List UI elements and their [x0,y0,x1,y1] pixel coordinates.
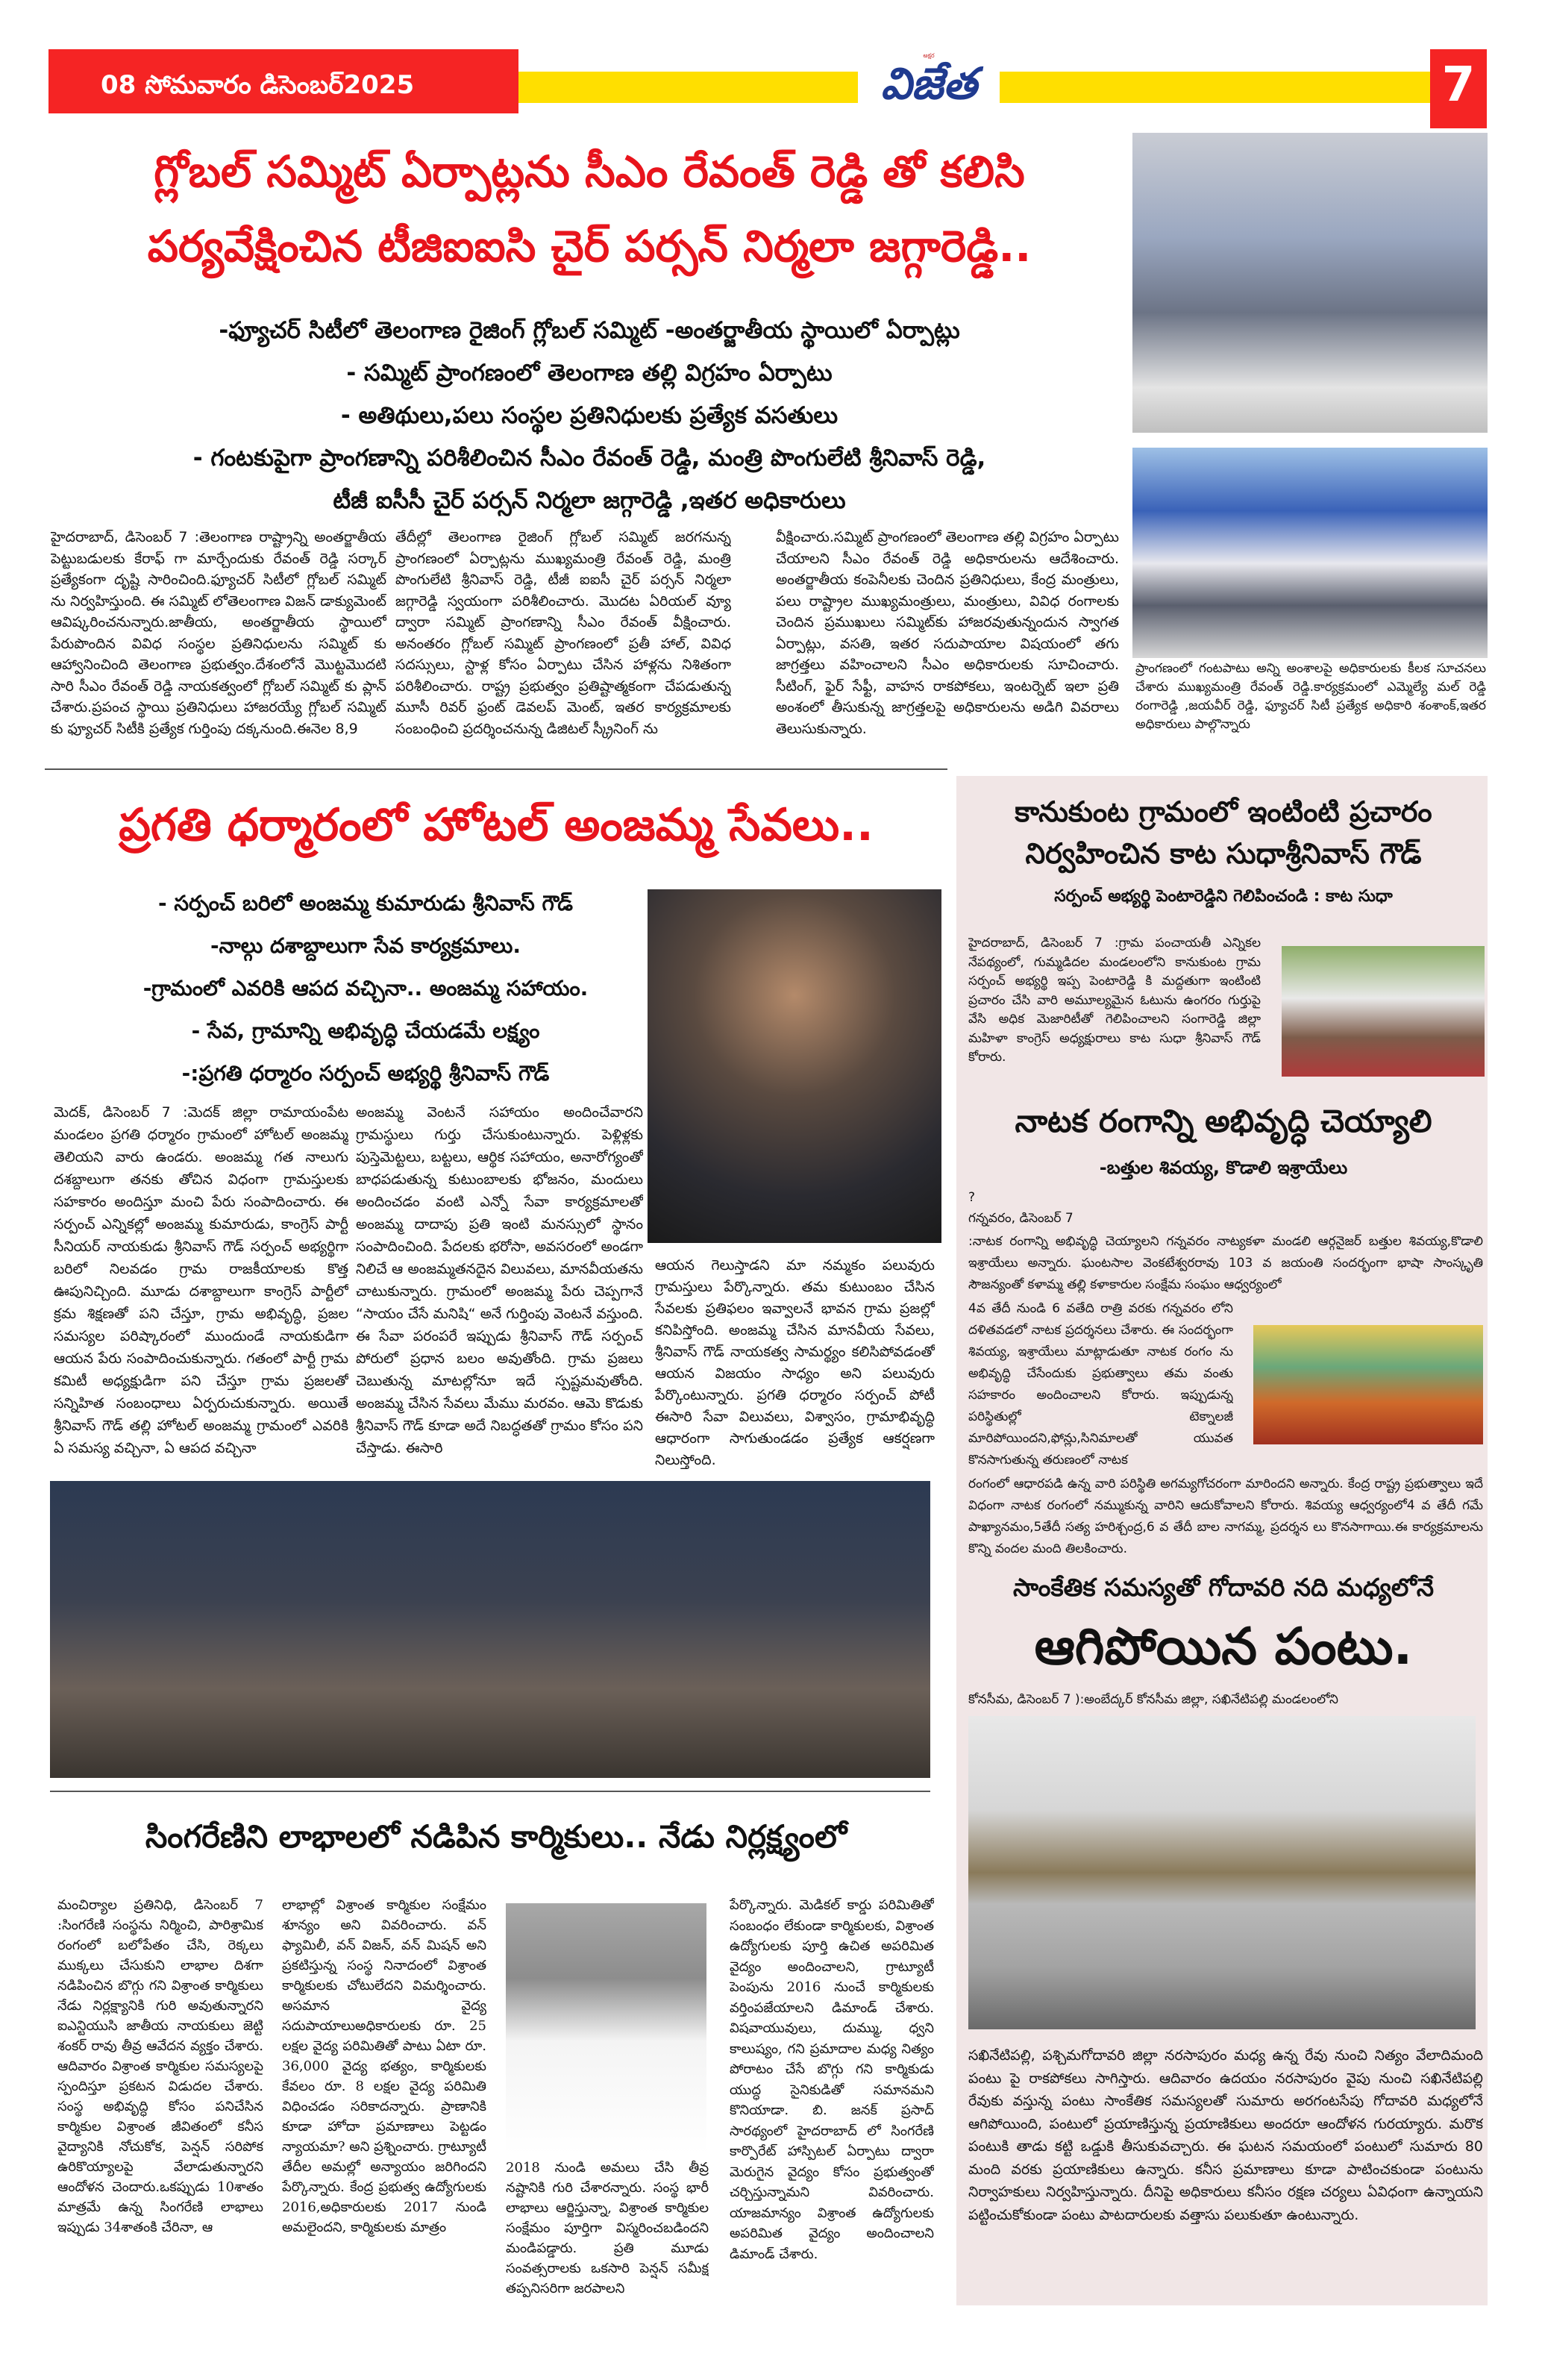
campaign-photo [648,889,941,1243]
bullet-item: - సేవ, గ్రామాన్ని అభివృద్ధి చేయడమే లక్ష్యం [191,1018,540,1043]
article2-body-col1: మెదక్, డిసెంబర్ 7 :మెదక్ జిల్లా రామాయంపేట మండలం ప్రగతి ధర్మారం గ్రామంలో హోటల్ అంజమ్మ తెలియని వారు ఉండరు. అంజమ్మ గత నాలుగు దశబ్దాలుగా తనకు తోచిన విధంగా గ్రామస్తులకు సహకారం అందిస్తూ మంచి పేరు సంపాదించారు. ఈ సర్పంచ్ ఎన్నికల్లో అంజమ్మ కుమారుడు, కాంగ్రెస్ పార్టీ సీనియర్ నాయకుడు శ్రీనివాస్ గౌడ్ సర్పంచ్ అభ్యర్థిగా బరిలో నిలవడం గ్రామ రాజకీయాలకు కొత్త ఊపునిచ్చింది. మూడు దశాబ్దాలుగా కాంగ్రెస్ పార్టీలో క్రమ శిక్షణతో పని చేస్తూ, గ్రామ అభివృద్ధి, ప్రజల సమస్యల పరిష్కారంలో ముందుండే నాయకుడిగా ఆయన పేరు సంపాదించుకున్నారు. గతంలో పార్టీ గ్రామ కమిటీ అధ్యక్షుడిగా పని చేస్తూ గ్రామ ప్రజలతో సన్నిహిత సంబంధాలు ఏర్పరుచుకున్నారు. అయితే శ్రీనివాస్ గౌడ్ తల్లి హోటల్ అంజమ్మ గ్రామంలో ఎవరికి ఏ సమస్య వచ్చినా, ఏ ఆపద వచ్చినా [54,1104,348,1456]
summit-venue-photo [1132,448,1488,658]
logo-tagline: అక్షర [923,52,935,59]
article1-photo-caption: ప్రాంగణంలో గంటపాటు అన్ని అంశాలపై అధికారులకు కీలక సూచనలు చేశారు ముఖ్యమంత్రి రేవంత్ రెడ్డి.కార్యక్రమంలో ఎమ్మెల్యే మల్ రెడ్డి రంగారెడ్డి ,జయవీర్ రెడ్డి, ఫ్యూచర్ సిటీ ప్రత్యేక అధికారి శంశాంక్,ఇతర అధికారులు పాల్గొన్నారు [1135,661,1486,732]
article6-headline-small: సాంకేతిక సమస్యతో గోదావరి నది మధ్యలోనే [1012,1573,1435,1602]
village-group-photo [50,1481,930,1778]
article1-body-col2: తేదీల్లో తెలంగాణ రైజింగ్ గ్లోబల్ సమ్మిట్ జరగనున్న ప్రాంగణంలో ఏర్పాట్లను ముఖ్యమంత్రి రేవంత్ రెడ్డి, మంత్రి పొంగులేటి శ్రీనివాస్ రెడ్డి, టీజీ ఐఐసీ చైర్ పర్సన్ నిర్మలా జగ్గారెడ్డి స్వయంగా పరిశీలించారు. మొదట ఏరియల్ వ్యూ ద్వారా సమ్మిట్ ప్రాంగణాన్ని సీఎం రేవంత్ వీక్షించారు. అనంతరం గ్లోబల్ సమ్మిట్ ప్రాంగణంలో ప్రతీ హాల్, వివిధ సదస్సులు, స్టాళ్ల కోసం ఏర్పాటు చేసిన హాళ్లను నిశితంగా పరిశీలించారు. రాష్ట్ర ప్రభుత్వం ప్రతిష్టాత్మకంగా చేపడుతున్న మూసీ రివర్ ఫ్రంట్ డెవలప్ మెంట్, ఇతర కార్యక్రమాలకు సంబంధించి ప్రదర్శించనున్న డిజిటల్ స్క్రీనింగ్ ను [395,529,731,737]
bullet-item: - సమ్మిట్ ప్రాంగణంలో తెలంగాణ తల్లి విగ్రహం ఏర్పాటు [346,360,833,386]
article4-headline [962,791,1485,874]
masthead-band-right [1000,72,1430,103]
union-leader-portrait [506,1903,706,2154]
article6-body: సఖినేటిపల్లి, పశ్చిమగోదావరి జిల్లా నరసాపురం మధ్య ఉన్న రేవు నుంచి నిత్యం వేలాదిమంది పంటు పై రాకపోకలు సాగిస్తారు. ఆదివారం ఉదయం నరసాపురం వైపు నుంచి సఖినేటిపల్లి రేవుకు వస్తున్న పంటు సాంకేతిక సమస్యలతో సుమారు అరగంటసేపు గోదావరి మధ్యలోనే ఆగిపోయింది, పంటులో ప్రయాణిస్తున్న ప్రయాణికులు అందరూ ఆందోళన గురయ్యారు. మరొక పంటుకి తాడు కట్టి ఒడ్డుకి తీసుకువచ్చారు. ఈ ఘటన సమయంలో పంటులో సుమారు 80 మంది వరకు ప్రయాణికులు ఉన్నారు. కనీస ప్రమాణాలు కూడా పాటించకుండా పంటును నిర్వాహకులు నిర్వహిస్తున్నారు. దీనిపై అధికారులు కనీసం రక్షణ చర్యలు ఏవిధంగా ఉన్నాయని పట్టించుకోకుండా పంటు పాటదారులకు వత్తాసు పలుకుతూ ఉంటున్నారు. [968,2047,1483,2223]
door-to-door-campaign-photo [1282,946,1485,1077]
stray-mark: ? [968,1190,976,1205]
ferry-on-river-photo [968,1716,1476,2029]
article4-subhead: సర్పంచ్ అభ్యర్థి పెంటారెడ్డిని గెలిపించండి : కాట సుధా [1054,887,1393,906]
article1-headline [52,134,1126,284]
article5-subhead: -బత్తుల శివయ్య, కొడాలి ఇశ్రాయేలు [1099,1157,1348,1178]
section-divider [50,1791,930,1792]
headline-line: కానుకుంట గ్రామంలో ఇంటింటి ప్రచారం [1015,795,1432,828]
bullet-item: -గ్రామంలో ఎవరికి ఆపద వచ్చినా.. అంజమ్మ సహాయం. [142,976,589,1000]
page-number: 7 [1430,49,1487,128]
article4-body: హైదరాబాద్, డిసెంబర్ 7 :గ్రామ పంచాయతీ ఎన్నికల నేపథ్యంలో, గుమ్మడిదల మండలంలోని కానుకుంట గ్రామ సర్పంచ్ అభ్యర్థి ఇప్ప పెంటారెడ్డి కి మద్దతుగా ఇంటింటి ప్రచారం చేసి వారి అమూల్యమైన ఓటును ఉంగరం గుర్తుపై వేసి అధిక మెజారిటీతో గెలిపించాలని సంగారెడ్డి జిల్లా మహిళా కాంగ్రెస్ అధ్యక్షురాలు కాట సుధా శ్రీనివాస్ గౌడ్ కోరారు. [968,936,1261,1065]
article5-headline: నాటక రంగాన్ని అభివృద్ధి చెయ్యాలి [1015,1103,1432,1139]
headline-line: పర్యవేక్షించిన టీజిఐఐసి చైర్ పర్సన్ నిర్మలా జగ్గారెడ్డి.. [147,221,1032,272]
bullet-item: -ఫ్యూచర్ సిటీలో తెలంగాణ రైజింగ్ గ్లోబల్ సమ్మిట్ -అంతర్జాతీయ స్థాయిలో ఏర్పాట్లు [219,317,960,344]
bullet-item: - అతిథులు,పలు సంస్థల ప్రతినిధులకు ప్రత్యేక వసతులు [340,402,839,429]
section-divider [45,768,947,770]
article2-headline: ప్రగతి ధర్మారంలో హోటల్ అంజమ్మ సేవలు.. [119,799,874,851]
article3-body-col3: 2018 నుండి అమలు చేసి తీవ్ర నష్టానికి గురి చేశారన్నారు. సంస్థ భారీ లాభాలు ఆర్జిస్తున్నా, విశ్రాంత కార్మికుల సంక్షేమం పూర్తిగా విస్మరించబడిందని మండిపడ్డారు. ప్రతి మూడు సంవత్సరాలకు ఒకసారి పెన్షన్ సమీక్ష తప్పనిసరిగా జరపాలని [506,2160,709,2296]
logo-text: విజేత [880,58,977,109]
article3-headline: సింగరేణిని లాభాలలో నడిపిన కార్మికులు.. నేడు నిర్లక్ష్యంలో [145,1818,847,1855]
article1-body-col1: హైదరాబాద్, డిసెంబర్ 7 :తెలంగాణ రాష్ట్రాన్ని అంతర్జాతీయ పెట్టుబడులకు కేరాఫ్ గా మార్చేందుకు రేవంత్ రెడ్డి సర్కార్ ప్రత్యేకంగా దృష్టి సారించింది.ఫ్యూచర్ సిటీలో గ్లోబల్ సమ్మిట్ ను నిర్వహిస్తుంది. ఈ సమ్మిట్ లోతెలంగాణ విజన్ డాక్యుమెంట్ ఆవిష్కరించనున్నారు.జాతీయ, అంతర్జాతీయ స్థాయిలో పేరుపొందిన వివిధ సంస్థల ప్రతినిధులను సమ్మిట్ కు ఆహ్వానించింది తెలంగాణ ప్రభుత్వం.దేశంలోనే మొట్టమొదటి సారి సీఎం రేవంత్ రెడ్డి నాయకత్వంలో గ్లోబల్ సమ్మిట్ కు ప్లాన్ చేశారు.ప్రపంచ స్థాయి ప్రతినిధులు హాజరయ్యే గ్లోబల్ సమ్మిట్ కు ఫ్యూచర్ సిటీకి ప్రత్యేక గుర్తింపు దక్కనుంది.ఈనెల 8,9 [51,529,386,737]
masthead-band-left [518,72,858,103]
headline-line: గ్లోబల్ సమ్మిట్ ఏర్పాట్లను సీఎం రేవంత్ రెడ్డి తో కలిసి [154,146,1025,197]
article3-body-col1: మంచిర్యాల ప్రతినిధి, డిసెంబర్ 7 :సింగరేణి సంస్థను నిర్మించి, పారిశ్రామిక రంగంలో బలోపేతం చేసి, రెక్కలు ముక్కలు చేసుకుని లాభాల దిశగా నడిపించిన బొగ్గు గని విశ్రాంత కార్మికులు నేడు నిర్లక్ష్యానికి గురి అవుతున్నారని ఐఎన్టియుసి జాతీయ నాయకులు జెట్టి శంకర్ రావు తీవ్ర ఆవేదన వ్యక్తం చేశారు. ఆదివారం విశ్రాంత కార్మికుల సమస్యలపై స్పందిస్తూ ప్రకటన విడుదల చేశారు. సంస్థ అభివృద్ధి కోసం పనిచేసిన కార్మికుల విశ్రాంత జీవితంలో కనీస వైద్యానికి నోచుకోక, పెన్షన్ సరిపోక ఉరికొయ్యాలపై వేలాడుతున్నారని ఆందోళన చెందారు.ఒకప్పుడు 10శాతం మాత్రమే ఉన్న సింగరేణి లాభాలు ఇప్పుడు 34శాతంకి చేరినా, ఆ [57,1897,263,2235]
article5-dateline: గన్నవరం, డిసెంబర్ 7 [968,1211,1074,1226]
drama-performance-photo [1253,1325,1483,1444]
article5-body-bottom: రంగంలో ఆధారపడి ఉన్న వారి పరిస్థితి అగమ్యగోచరంగా మారిందని అన్నారు. కేంద్ర రాష్ట్ర ప్రభుత్వాలు ఇదే విధంగా నాటక రంగంలో నమ్ముకున్న వారిని ఆదుకోవాలని కోరారు. శివయ్య ఆధ్వర్యంలో4 వ తేదీ గమే పాఖ్యానమం,5తేదీ సత్య హరిశ్చంద్ర,6 వ తేదీ బాల నాగమ్మ, ప్రదర్శన లు కొనసాగాయి.ఈ కార్యక్రమాలను కొన్ని వందల మంది తిలకించారు. [968,1476,1483,1556]
article2-bullets [82,882,649,1095]
article2-body-col2: అంజమ్మ వెంటనే సహాయం అందించేవారని గ్రామస్థులు గుర్తు చేసుకుంటున్నారు. పెళ్లిళ్లకు పుస్తెమెట్టలు, బట్టలు, ఆర్థిక సహాయం, అనారోగ్యంతో బాధపడుతున్న కుటుంబాలకు భోజనం, మందులు అందించడం వంటి ఎన్నో సేవా కార్యక్రమాలతో అంజమ్మ దాదాపు ప్రతి ఇంటి మనస్సులో స్థానం సంపాదించింది. పేదలకు భరోసా, అవసరంలో అండగా నిలిచే ఆ అంజమ్మతనదైన విలువలు, మానవీయతను చాటుకున్నారు. గ్రామంలో అంజమ్మ పేరు చెప్పగానే “సాయం చేసే మనిషి“ అనే గుర్తింపు వెంటనే వస్తుంది. ఈ సేవా పరంపరే ఇప్పుడు శ్రీనివాస్ గౌడ్ సర్పంచ్ పోరులో ప్రధాన బలం అవుతోంది. గ్రామ ప్రజలు చెబుతున్న మాటల్లోనూ ఇదే స్పష్టమవుతోంది. అంజమ్మ చేసిన సేవలు మేము మరవం. ఆమె కొడుకు శ్రీనివాస్ గౌడ్ కూడా అదే నిబద్ధతతో గ్రామం కోసం పని చేస్తాడు. ఈసారి [356,1104,643,1456]
newspaper-logo [858,49,1000,130]
bullet-item: టీజీ ఐసీసీ చైర్ పర్సన్ నిర్మలా జగ్గారెడ్డి ,ఇతర అధికారులు [333,487,846,514]
article2-body-col3: ఆయన గెలుస్తాడని మా నమ్మకం పలువురు గ్రామస్తులు పేర్కొన్నారు. తమ కుటుంబం చేసిన సేవలకు ప్రతిఫలం ఇవ్వాలనే భావన గ్రామ ప్రజల్లో కనిపిస్తోంది. అంజమ్మ చేసిన మానవీయ సేవలు, శ్రీనివాస్ గౌడ్ నాయకత్వ సామర్థ్యం కలిసిపోవడంతో ఆయన విజయం సాధ్యం అని పలువురు పేర్కొంటున్నారు. ప్రగతి ధర్మారం సర్పంచ్ పోటీ ఈసారి సేవా విలువలు, విశ్వాసం, గ్రామాభివృద్ధి ఆధారంగా సాగుతుండడం ప్రత్యేక ఆకర్షణగా నిలుస్తోంది. [655,1257,935,1468]
article1-bullets [52,310,1126,522]
article6-headline-big: ఆగిపోయిన పంటు. [1034,1618,1413,1676]
article3-body-col4: పేర్కొన్నారు. మెడికల్ కార్డు పరిమితితో సంబంధం లేకుండా కార్మికులకు, విశ్రాంత ఉద్యోగులకు పూర్తి ఉచిత అపరిమిత వైద్యం అందించాలని, గ్రాట్యూటీ పెంపును 2016 నుంచే కార్మికులకు వర్తింపజేయాలని డిమాండ్ చేశారు. విషవాయువులు, దుమ్ము, ధ్వని కాలుష్యం, గని ప్రమాదాల మధ్య నిత్యం పోరాటం చేసే బొగ్గు గని కార్మికుడు యుద్ధ సైనికుడితో సమానమని కొనియాడా. బి. జనక్ ప్రసాద్ సారథ్యంలో హైదరాబాద్ లో సింగరేణి కార్పొరేట్ హాస్పిటల్ ఏర్పాటు ద్వారా మెరుగైన వైద్యం కోసం ప్రభుత్వంతో చర్చిస్తున్నామని వివరించారు. యాజమాన్యం విశ్రాంత ఉద్యోగులకు అపరిమిత వైద్యం అందించాలని డిమాండ్ చేశారు. [730,1897,934,2262]
article6-dateline: కోనసీమ, డిసెంబర్ 7 ):అంబేద్కర్ కోనసీమ జిల్లా, సఖినేటిపల్లి మండలంలోని [968,1692,1338,1707]
article5-body-side: 4వ తేదీ నుండి 6 వతేది రాత్రి వరకు గన్నవరం లోని దళితవడలో నాటక ప్రదర్శనలు చేశారు. ఈ సందర్భంగా శివయ్య, ఇశ్రాయేలు మాట్లాడుతూ నాటక రంగం ను అభివృద్ధి చేసేందుకు ప్రభుత్వాలు తమ వంతు సహకారం అందించాలని కోరారు. ఇప్పుడున్న పరిస్థితుల్లో టెక్నాలజీ మారిపోయిందని,ఫోన్లు,సినిమాలతో యువత కొనసాగుతున్న తరుణంలో నాటక [968,1301,1233,1468]
bullet-item: -:ప్రగతి ధర్మారం సర్పంచ్ అభ్యర్థి శ్రీనివాస్ గౌడ్ [181,1061,550,1086]
bullet-item: - సర్పంచ్ బరిలో అంజమ్మ కుమారుడు శ్రీనివాస్ గౌడ్ [158,891,573,915]
headline-line: నిర్వహించిన కాట సుధాశ్రీనివాస్ గౌడ్ [1025,837,1422,870]
issue-date: 08 సోమవారం డిసెంబర్2025 [48,49,518,113]
article3-body-col2: లాభాల్లో విశ్రాంత కార్మికుల సంక్షేమం శూన్యం అని వివరించారు. వన్ ఫ్యామిలీ, వన్ విజన్, వన్ మిషన్ అని ప్రకటిస్తున్న సంస్థ నినాదంలో విశ్రాంత కార్మికులకు చోటులేదని విమర్శించారు. అసమాన వైద్య సదుపాయాలుఅధికారులకు రూ. 25 లక్షల వైద్య పరిమితితో పాటు ఏటా రూ. 36,000 వైద్య భత్యం, కార్మికులకు కేవలం రూ. 8 లక్షల వైద్య పరిమితి విధించడం సరికాదన్నారు. ప్రాణానికి కూడా హోదా ప్రమాణాలు పెట్టడం న్యాయమా? అని ప్రశ్నించారు. గ్రాట్యూటీ తేదీల అమల్లో అన్యాయం జరిగిందని పేర్కొన్నారు. కేంద్ర ప్రభుత్వ ఉద్యోగులకు 2016,అధికారులకు 2017 నుండి అమలైందని, కార్మికులకు మాత్రం [282,1897,486,2235]
bullet-item: - గంటకుపైగా ప్రాంగణాన్ని పరిశీలించిన సీఎం రేవంత్ రెడ్డి, మంత్రి పొంగులేటి శ్రీనివాస్ రెడ్డి, [192,445,986,472]
summit-inspection-photo [1132,133,1488,433]
bullet-item: -నాల్గు దశాబ్దాలుగా సేవ కార్యక్రమాలు. [210,933,521,958]
article5-body-top: :నాటక రంగాన్ని అభివృద్ధి చెయ్యాలని గన్నవరం నాట్యకళా మండలి ఆర్గనైజర్ బత్తుల శివయ్య,కొడాలి ఇశ్రాయేలు అన్నారు. ఘంటసాల వెంకటేశ్వరరావు 103 వ జయంతి సందర్భంగా భాషా సాంస్కృతి సౌజన్యంతో కళామ్మ తల్లి కళాకారుల సంక్షేమ సంఘం ఆధ్వర్యంలో [968,1234,1483,1292]
article1-body-col3: వీక్షించారు.సమ్మిట్ ప్రాంగణంలో తెలంగాణ తల్లి విగ్రహం ఏర్పాటు చేయాలని సీఎం రేవంత్ రెడ్డి అధికారులను ఆదేశించారు. అంతర్జాతీయ కంపెనీలకు చెందిన ప్రతినిధులు, కేంద్ర మంత్రులు, పలు రాష్ట్రాల ముఖ్యమంత్రులు, మంత్రులు, వివిధ రంగాలకు చెందిన ప్రముఖులు సమ్మిట్‌కు హాజరవుతున్నందున స్వాగత ఏర్పాట్లు, వసతి, ఇతర సదుపాయాల విషయంలో తగు జాగ్రత్తలు వహించాలని సీఎం అధికారులకు సూచించారు. సీటింగ్, ఫైర్ సేఫ్టీ, వాహన రాకపోకలు, ఇంటర్నెట్ ఇలా ప్రతి అంశంలో తీసుకున్న జాగ్రత్తలపై అధికారులను అడిగి వివరాలు తెలుసుకున్నారు. [776,529,1119,737]
